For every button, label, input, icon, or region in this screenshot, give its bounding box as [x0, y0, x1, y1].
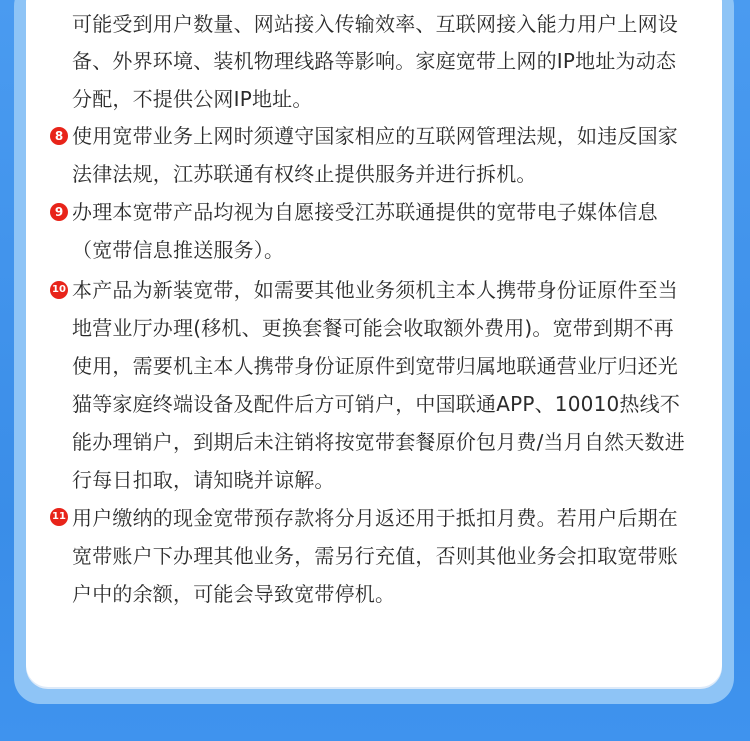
terms-line: 户中的余额，可能会导致宽带停机。 — [72, 582, 396, 606]
terms-line: 法律法规，江苏联通有权终止提供服务并进行拆机。 — [72, 162, 537, 186]
terms-line: 使用，需要机主本人携带身份证原件到宽带归属地联通营业厅归还光 — [72, 354, 678, 378]
terms-line: 宽带账户下办理其他业务，需另行充值，否则其他业务会扣取宽带账 — [72, 544, 678, 568]
terms-line: 分配，不提供公网IP地址。 — [72, 87, 313, 111]
terms-line: 地营业厅办理(移机、更换套餐可能会收取额外费用)。宽带到期不再 — [72, 316, 674, 340]
item-number-badge: 10 — [50, 281, 68, 299]
terms-line: 能办理销户，到期后未注销将按宽带套餐原价包月费/当月自然天数进 — [72, 430, 685, 454]
terms-line: 用户缴纳的现金宽带预存款将分月返还用于抵扣月费。若用户后期在 — [72, 506, 678, 530]
terms-line: 使用宽带业务上网时须遵守国家相应的互联网管理法规，如违反国家 — [72, 124, 678, 148]
item-number-badge: 11 — [50, 508, 68, 526]
terms-line: 备、外界环境、装机物理线路等影响。家庭宽带上网的IP地址为动态 — [72, 49, 677, 73]
item-number-badge: 9 — [50, 203, 68, 221]
terms-line: 本产品为新装宽带，如需要其他业务须机主本人携带身份证原件至当 — [72, 278, 678, 302]
terms-line: （宽带信息推送服务）。 — [72, 238, 285, 262]
terms-line: 行每日扣取，请知晓并谅解。 — [72, 468, 335, 492]
terms-line: 办理本宽带产品均视为自愿接受江苏联通提供的宽带电子媒体信息 — [72, 200, 658, 224]
terms-line: 可能受到用户数量、网站接入传输效率、互联网接入能力用户上网设 — [72, 12, 678, 36]
item-number-badge: 8 — [50, 127, 68, 145]
terms-line: 猫等家庭终端设备及配件后方可销户，中国联通APP、10010热线不 — [72, 392, 681, 416]
